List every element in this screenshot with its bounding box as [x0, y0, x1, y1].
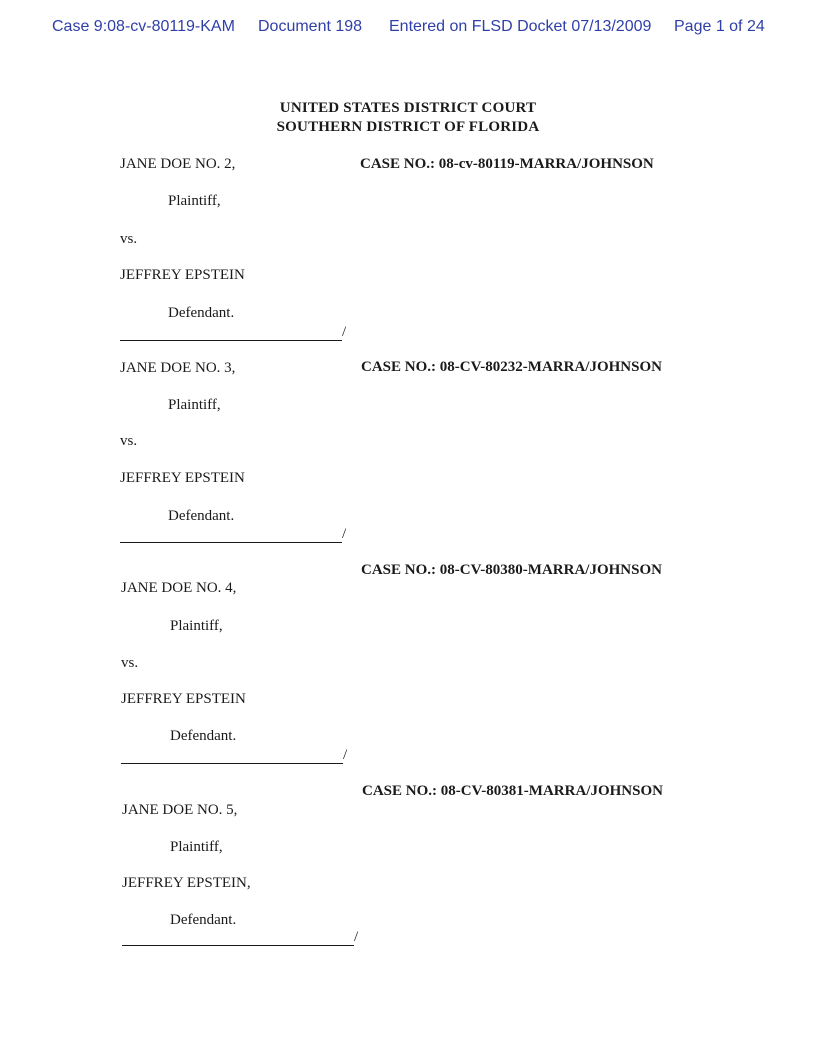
plaintiff-label: Plaintiff, [170, 618, 223, 634]
case-number: CASE NO.: 08-CV-80232-MARRA/JOHNSON [361, 359, 662, 375]
defendant-name: JEFFREY EPSTEIN, [122, 875, 251, 891]
plaintiff-name: JANE DOE NO. 4, [121, 580, 237, 596]
versus-label: vs. [120, 433, 138, 449]
versus-label: vs. [121, 655, 139, 671]
caption-divider-slash: / [343, 747, 348, 763]
plaintiff-label: Plaintiff, [168, 193, 221, 209]
caption-divider-line [122, 945, 354, 946]
plaintiff-label: Plaintiff, [170, 839, 223, 855]
docket-document-number: Document 198 [258, 18, 363, 35]
court-name: UNITED STATES DISTRICT COURT [279, 100, 537, 116]
caption-divider-slash: / [342, 526, 347, 542]
case-number: CASE NO.: 08-cv-80119-MARRA/JOHNSON [360, 156, 654, 172]
caption-divider-line [120, 340, 342, 341]
defendant-name: JEFFREY EPSTEIN [120, 470, 245, 486]
plaintiff-name: JANE DOE NO. 3, [120, 360, 236, 376]
docket-entered-date: Entered on FLSD Docket 07/13/2009 [389, 18, 652, 35]
court-district: SOUTHERN DISTRICT OF FLORIDA [276, 119, 540, 135]
docket-case-number: Case 9:08-cv-80119-KAM [52, 18, 235, 35]
defendant-label: Defendant. [170, 912, 237, 928]
case-number: CASE NO.: 08-CV-80380-MARRA/JOHNSON [361, 562, 662, 578]
case-number: CASE NO.: 08-CV-80381-MARRA/JOHNSON [362, 783, 663, 799]
caption-divider-slash: / [342, 324, 347, 340]
defendant-name: JEFFREY EPSTEIN [120, 267, 245, 283]
caption-divider-slash: / [354, 929, 359, 945]
defendant-name: JEFFREY EPSTEIN [121, 691, 246, 707]
docket-page-number: Page 1 of 24 [674, 18, 765, 35]
caption-divider-line [120, 542, 342, 543]
plaintiff-name: JANE DOE NO. 5, [122, 802, 238, 818]
defendant-label: Defendant. [170, 728, 237, 744]
caption-divider-line [121, 763, 343, 764]
defendant-label: Defendant. [168, 305, 235, 321]
plaintiff-label: Plaintiff, [168, 397, 221, 413]
defendant-label: Defendant. [168, 508, 235, 524]
versus-label: vs. [120, 231, 138, 247]
plaintiff-name: JANE DOE NO. 2, [120, 156, 236, 172]
